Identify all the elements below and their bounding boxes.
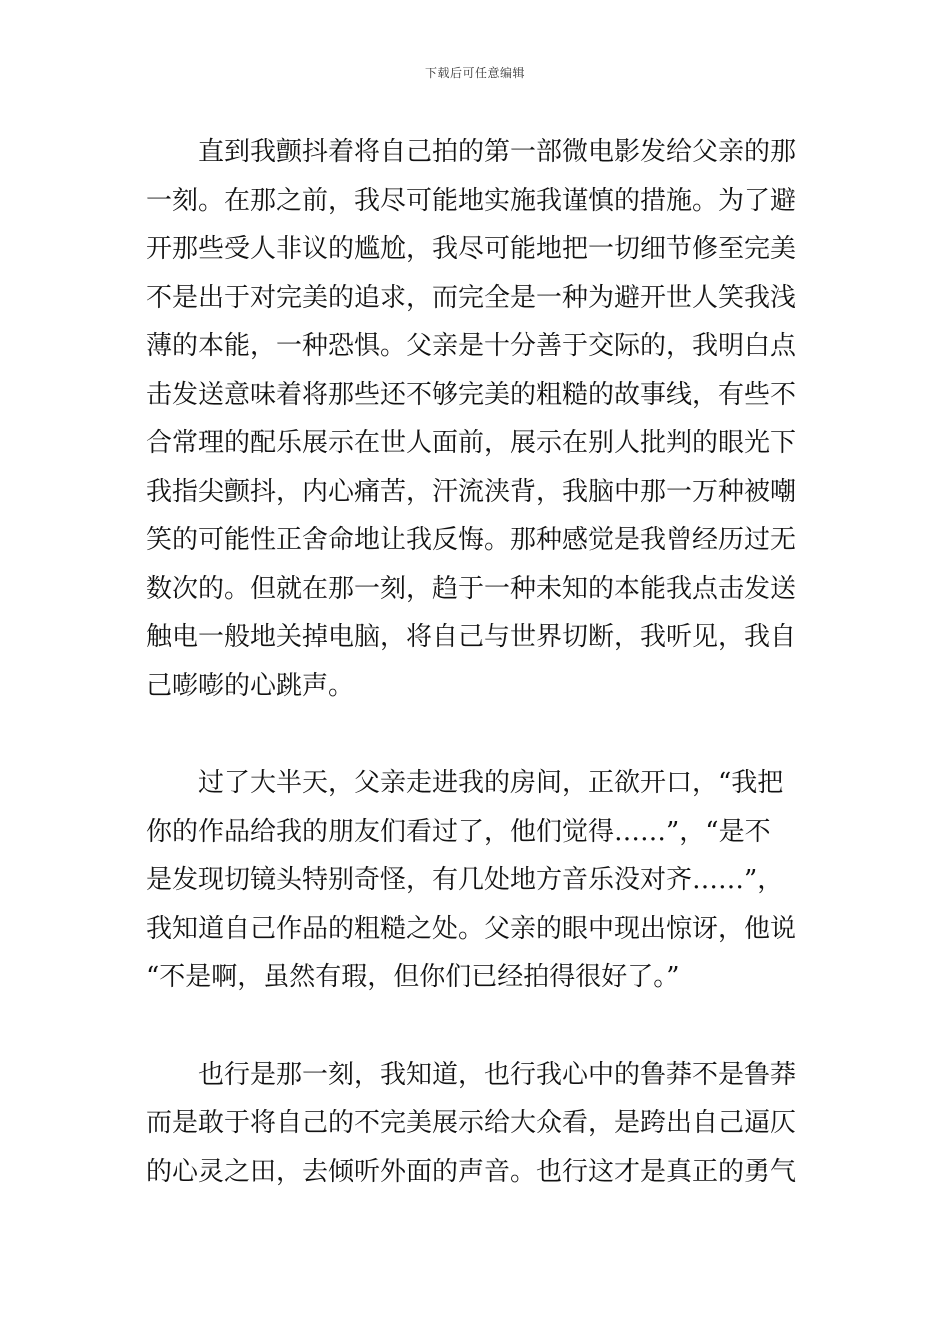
text-line: “不是啊，虽然有瑕，但你们已经拍得很好了。” (146, 962, 680, 992)
document-body (146, 128, 810, 1196)
text-line: 数次的。但就在那一刻，趋于一种未知的本能我点击发送 (146, 573, 797, 604)
paragraph-3 (146, 1051, 810, 1197)
text-line: 是发现切镜头特别奇怪，有几处地方音乐没对齐……”， (146, 865, 784, 895)
text-line: 而是敢于将自己的不完美展示给大众看，是跨出自己逼仄 (146, 1108, 797, 1138)
paragraph-gap (146, 710, 810, 759)
paragraph-1 (146, 128, 810, 710)
page-header: 下载后可任意编辑 (424, 66, 525, 80)
text-line: 己嘭嘭的心跳声。 (146, 670, 355, 701)
text-line: 直到我颤抖着将自己拍的第一部微电影发给父亲的那 (198, 137, 797, 167)
text-line: 我指尖颤抖，内心痛苦，汗流浃背，我脑中那一万种被嘲 (146, 476, 797, 507)
text-line: 过了大半天，父亲走进我的房间，正欲开口，“我把 (198, 768, 784, 798)
text-line: 触电一般地关掉电脑，将自己与世界切断，我听见，我自 (146, 622, 797, 652)
text-line: 合常理的配乐展示在世人面前，展示在别人批判的眼光下 (146, 428, 797, 458)
paragraph-2 (146, 759, 810, 1002)
text-line: 不是出于对完美的追求，而完全是一种为避开世人笑我浅 (146, 282, 797, 313)
text-line: 也行是那一刻，我知道，也行我心中的鲁莽不是鲁莽 (198, 1059, 797, 1090)
text-line: 开那些受人非议的尴尬，我尽可能地把一切细节修至完美 (146, 234, 797, 264)
text-line: 你的作品给我的朋友们看过了，他们觉得……”，“是不 (146, 816, 771, 847)
paragraph-gap (146, 1002, 810, 1051)
text-line: 一刻。在那之前，我尽可能地实施我谨慎的措施。为了避 (146, 185, 797, 216)
text-line: 薄的本能，一种恐惧。父亲是十分善于交际的，我明白点 (146, 331, 797, 361)
text-line: 笑的可能性正舍命地让我反悔。那种感觉是我曾经历过无 (146, 525, 797, 555)
text-line: 的心灵之田，去倾听外面的声音。也行这才是真正的勇气 (146, 1156, 797, 1187)
text-line: 击发送意味着将那些还不够完美的粗糙的故事线，有些不 (146, 379, 797, 410)
text-line: 我知道自己作品的粗糙之处。父亲的眼中现出惊讶，他说 (146, 913, 797, 944)
